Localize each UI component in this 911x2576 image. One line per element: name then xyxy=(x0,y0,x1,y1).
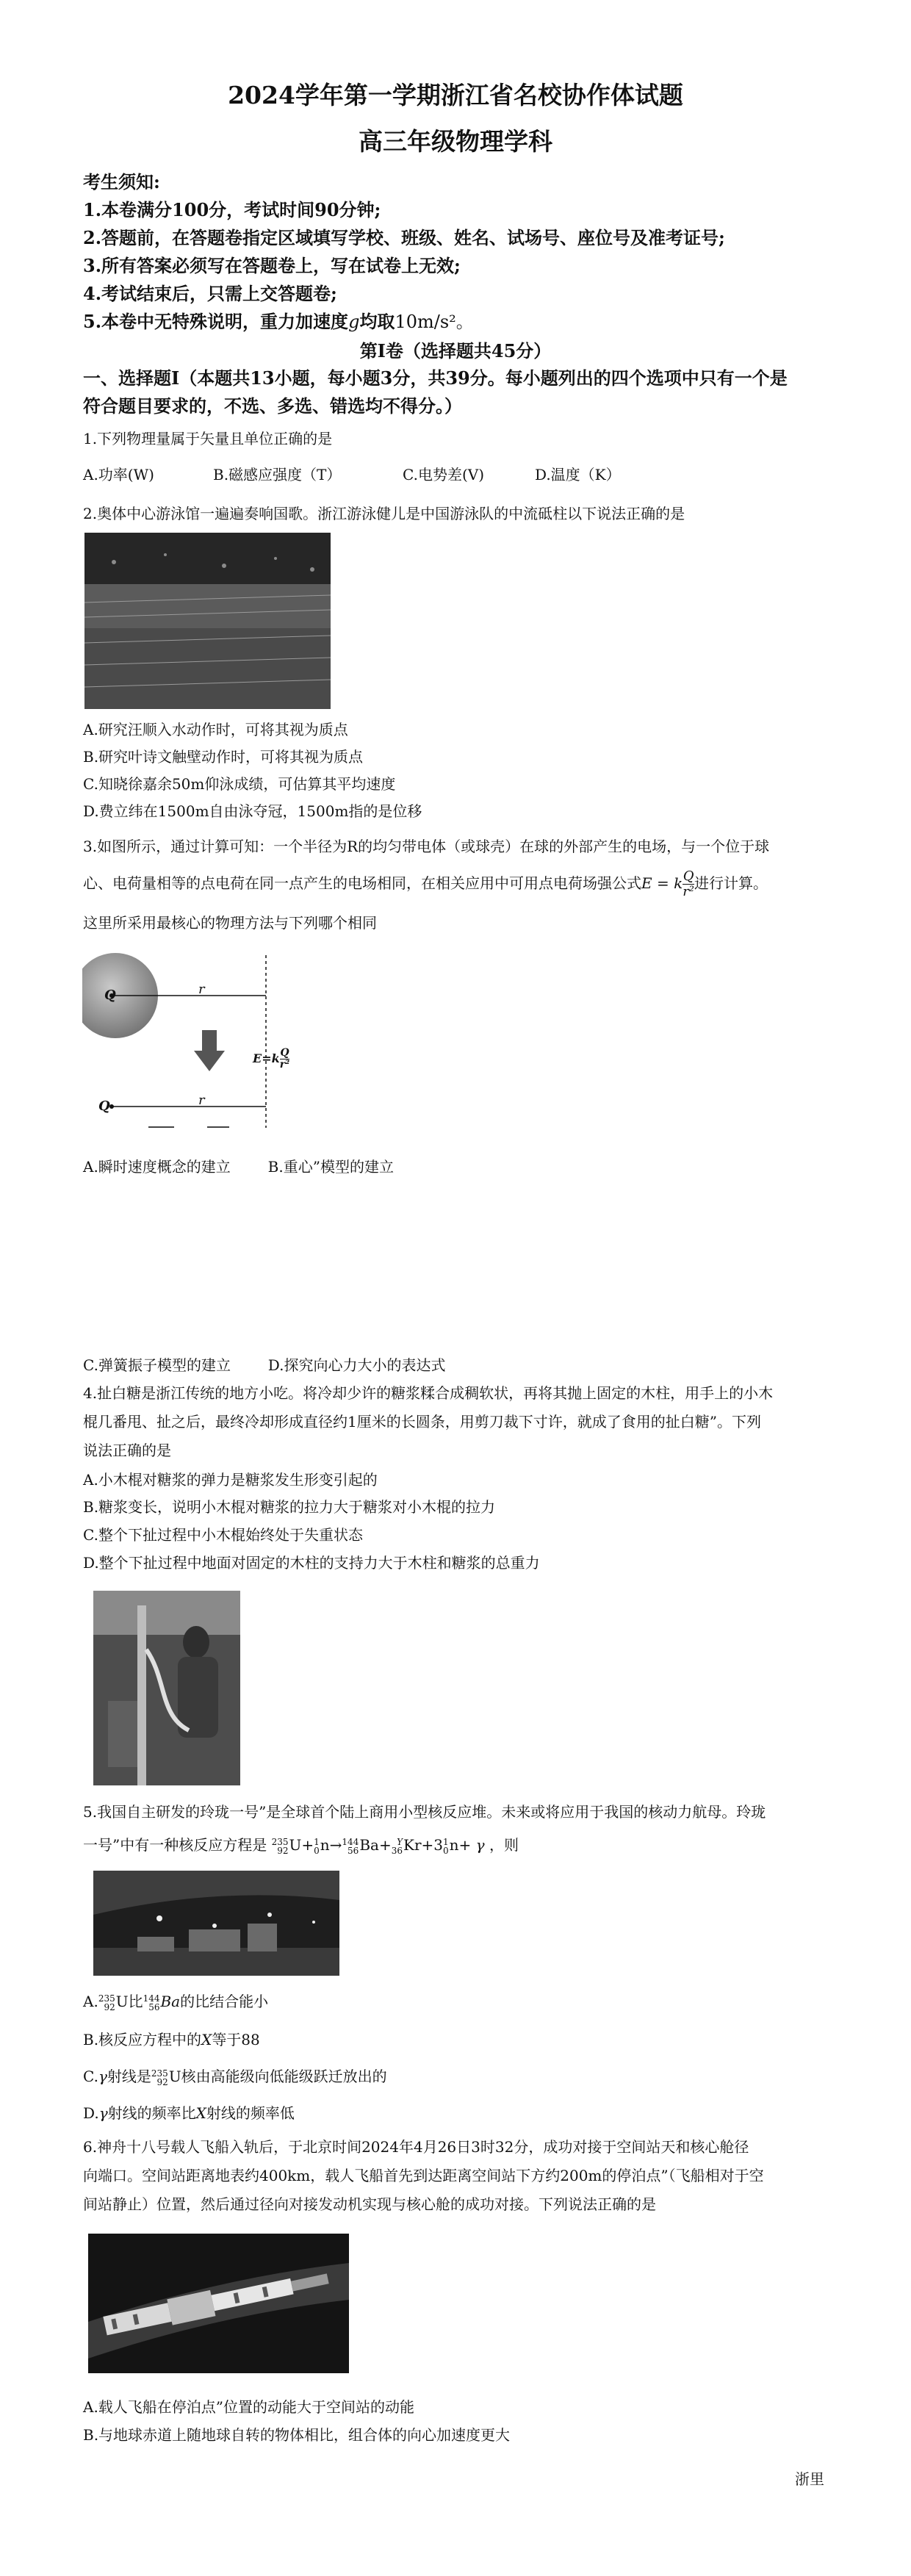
q1-option-c: C.电势差(V) xyxy=(403,466,484,483)
reactor-night-image xyxy=(93,1871,339,1976)
q5-option-b: B.核反应方程中的X等于88 xyxy=(83,2031,260,2048)
q6-option-b: B.与地球赤道上随地球自转的物体相比，组合体的向心加速度更大 xyxy=(83,2426,511,2444)
q4-option-a: A.小木棍对糖浆的弹力是糖浆发生形变引起的 xyxy=(83,1471,378,1489)
q2-stem: 2.奥体中心游泳馆一遍遍奏响国歌。浙江游泳健儿是中国游泳队的中流砥柱以下说法正确的是 xyxy=(83,505,685,522)
notice-item-2: 2.答题前，在答题卷指定区域填写学校、班级、姓名、试场号、座位号及准考证号; xyxy=(83,227,725,248)
q3-fig-r-top: r xyxy=(198,982,205,997)
sugar-pulling-image xyxy=(93,1591,240,1785)
q2-option-c: C.知晓徐嘉余50m仰泳成绩，可估算其平均速度 xyxy=(83,775,396,793)
q1-option-d: D.温度（K） xyxy=(535,466,621,483)
q4-line2: 棍几番甩、扯之后，最终冷却形成直径约1厘米的长圆条，用剪刀裁下寸许，就成了食用的扯白糖”。下列 xyxy=(83,1413,761,1431)
exam-title: 2024学年第一学期浙江省名校协作体试题 xyxy=(228,81,683,109)
q6-line2: 向端口。空间站距离地表约400km，载人飞船首先到达距离空间站下方约200m的停泊点”（飞船相对于空 xyxy=(83,2167,764,2184)
part1-instructions-line2: 符合题目要求的，不选、多选、错选均不得分。） xyxy=(83,395,462,417)
q4-line1: 4.扯白糖是浙江传统的地方小吃。将冷却少许的糖浆糅合成稠软状，再将其抛上固定的木柱，用手上的小木 xyxy=(83,1384,774,1402)
sugar-pulling-photo xyxy=(93,1591,240,1785)
down-arrow-icon xyxy=(194,1030,225,1071)
q4-option-b: B.糖浆变长，说明小木棍对糖浆的拉力大于糖浆对小木棍的拉力 xyxy=(83,1498,496,1516)
swimming-pool-photo xyxy=(84,533,331,709)
q1-stem: 1.下列物理量属于矢量且单位正确的是 xyxy=(83,430,333,447)
q4-option-c: C.整个下扯过程中小木棍始终处于失重状态 xyxy=(83,1526,363,1544)
exam-subtitle: 高三年级物理学科 xyxy=(359,127,552,156)
q5-option-d: D.γ射线的频率比X射线的频率低 xyxy=(83,2104,295,2122)
q3-figure-svg xyxy=(82,948,303,1139)
notice-item-4: 4.考试结束后，只需上交答题卷; xyxy=(83,283,337,304)
q1-option-b: B.磁感应强度（T） xyxy=(213,466,342,483)
q1-option-a: A.功率(W) xyxy=(83,466,154,483)
q3-options-ab: A.瞬时速度概念的建立 B.重心”模型的建立 xyxy=(83,1158,394,1176)
q2-option-a: A.研究汪顺入水动作时，可将其视为质点 xyxy=(83,721,348,738)
q3-options-cd: C.弹簧振子模型的建立 D.探究向心力大小的表达式 xyxy=(83,1356,446,1374)
q3-line3: 这里所采用最核心的物理方法与下列哪个相同 xyxy=(83,914,377,932)
notice-item-5: 5.本卷中无特殊说明，重力加速度g均取10m/s²。 xyxy=(83,311,474,332)
q6-line3: 间站静止）位置，然后通过径向对接发动机实现与核心舱的成功对接。下列说法正确的是 xyxy=(83,2195,656,2213)
q3-line2: 心、电荷量相等的点电荷在同一点产生的电场相同，在相关应用中可用点电荷场强公式E = k $\frac{Q}{\text{r²}}$ 进行计算。 xyxy=(83,868,768,899)
notice-item-3: 3.所有答案必须写在答题卷上，写在试卷上无效; xyxy=(83,255,461,276)
q4-line3: 说法正确的是 xyxy=(83,1442,171,1459)
hualong-reactor-photo xyxy=(93,1871,339,1976)
q5-line2: 一号”中有一种核反应方程是 235 92 U+ 1 0 n→ 144 56 Ba+ Y 36 Kr+3 1 0 n+ γ ，则 xyxy=(83,1836,519,1856)
spacecraft-docking-photo xyxy=(88,2234,349,2373)
q6-line1: 6.神舟十八号载人飞船入轨后，于北京时间2024年4月26日3时32分，成功对接于空间站天和核心舱径 xyxy=(83,2138,749,2156)
q2-option-b: B.研究叶诗文触壁动作时，可将其视为质点 xyxy=(83,748,364,766)
q3-line1: 3.如图所示，通过计算可知：一个半径为R的均匀带电体（或球壳）在球的外部产生的电场，与一个位于球 xyxy=(83,838,770,855)
q3-fig-formula: E=k $\frac{Q}{\text{r²}}$ xyxy=(253,1047,290,1071)
q5-equation: 235 92 U+ 1 0 n→ 144 56 Ba+ Y 36 Kr+3 1 0 n+ γ xyxy=(271,1836,485,1856)
volume-title: 第Ⅰ卷（选择题共45分） xyxy=(359,340,552,361)
notice-heading: 考生须知: xyxy=(83,171,160,193)
q2-option-d: D.费立纬在1500m自由泳夺冠，1500m指的是位移 xyxy=(83,802,422,820)
q3-fig-charge-top: Q xyxy=(104,987,116,1003)
q3-formula-fraction: $\frac{Q}{\text{r²}}$ xyxy=(683,868,695,899)
q5-option-a: A. 235 92 U比 144 56 Ba的比结合能小 xyxy=(83,1993,269,2012)
q5-line1: 5.我国自主研发的玲珑一号”是全球首个陆上商用小型核反应堆。未来或将应用于我国的核动力航母。玲珑 xyxy=(83,1803,766,1821)
space-station-image xyxy=(88,2234,349,2373)
q6-option-a: A.载人飞船在停泊点”位置的动能大于空间站的动能 xyxy=(83,2398,415,2416)
q3-fig-charge-bottom: Q xyxy=(98,1098,110,1114)
notice-item-1: 1.本卷满分100分，考试时间90分钟; xyxy=(83,199,381,220)
part1-instructions-line1: 一、选择题Ⅰ（本题共13小题，每小题3分，共39分。每小题列出的四个选项中只有一个是 xyxy=(83,367,788,389)
swimming-pool-image xyxy=(84,533,331,709)
q4-option-d: D.整个下扯过程中地面对固定的木柱的支持力大于木柱和糖浆的总重力 xyxy=(83,1554,540,1572)
q5-option-c: C.γ射线是 235 92 U核由高能级向低能级跃迁放出的 xyxy=(83,2068,387,2087)
q3-figure xyxy=(82,948,303,1139)
footer-mark: 浙里 xyxy=(795,2470,824,2488)
q3-fig-r-bottom: r xyxy=(198,1093,205,1108)
